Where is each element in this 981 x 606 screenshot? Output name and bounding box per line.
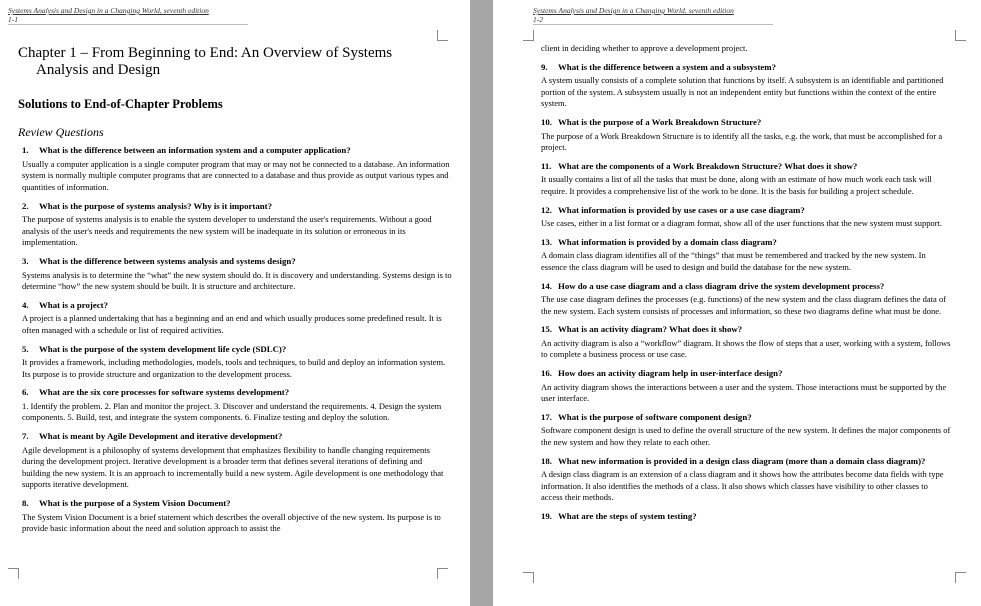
question-number: 5.: [22, 343, 29, 354]
question-number: 11.: [541, 160, 552, 171]
question-number: 15.: [541, 324, 552, 335]
question-text: What is the difference between systems analysis and systems design?: [39, 255, 296, 266]
question-text: What is meant by Agile Development and iterative development?: [39, 431, 283, 442]
question-text: What is the difference between a system and a subsystem?: [558, 61, 777, 72]
question: [541, 511, 951, 523]
answer-text: A design class diagram is an extension of a class diagram and it shows how the attributes become data fields with type information. It also identifies the methods of a class. It also shows which classes have visibility to other classes to access their methods.: [541, 469, 944, 503]
question-text: What new information is provided in a design class diagram (more than a domain class diagram)?: [558, 455, 926, 466]
question-text: How does an activity diagram help in user-interface design?: [558, 368, 783, 379]
answer-text: Usually a computer application is a single computer program that may or may not be connected to a database. An information system is normally multiple computer programs that are connected to a database and thus provide as output various types and quantities of information.: [22, 158, 450, 192]
question-text: How do a use case diagram and a class diagram drive the system development process?: [558, 280, 885, 291]
question: [22, 431, 452, 443]
question-number: 14.: [541, 280, 552, 291]
answer-text: Use cases, either in a list format or a diagram format, show all of the user functions that the new system must support.: [541, 218, 943, 229]
question-number: 9.: [541, 61, 548, 72]
answer-text: Systems analysis is to determine the “what” the new system should do. It is discovery and understanding. Systems design is to determine “how” the new system should be built. It is structure and architecture.: [22, 269, 452, 292]
question: [22, 300, 452, 312]
document-page-2: [493, 0, 981, 606]
question-text: What is the purpose of systems analysis? Why is it important?: [39, 200, 272, 211]
question: [541, 368, 951, 380]
answer-text: A system usually consists of a complete solution that functions by itself. A subsystem is an identifiable and partitioned portion of the system. A subsystem usually is not an independent entity but functions within the context of the entire system.: [541, 75, 944, 109]
answer-text: An activity diagram is also a “workflow” diagram. It shows the flow of steps that a user, working with a system, follows to complete a business process or use case.: [541, 337, 951, 360]
crop-mark: [437, 568, 448, 579]
answer-text: The use case diagram defines the processes (e.g. functions) of the new system and the class diagram defines the data of the new system. Each system consists of processes and information, so these two diagrams define what must be done.: [541, 294, 947, 316]
question-text: What are the components of a Work Breakdown Structure? What does it show?: [558, 160, 858, 171]
answer-text: Software component design is used to define the overall structure of the new system. It defines the major components of the new system and how they relate to each other.: [541, 425, 951, 448]
question: [22, 387, 452, 399]
question-number: 12.: [541, 204, 552, 215]
document-page-1: [0, 0, 470, 606]
page-header: [8, 6, 248, 25]
question: [541, 281, 951, 293]
question-list: [541, 62, 951, 523]
question-text: What is the difference between an information system and a computer application?: [39, 145, 351, 156]
question: [541, 456, 951, 468]
page-body: [18, 40, 452, 535]
question: [22, 498, 452, 510]
question-text: What is the purpose of the system development life cycle (SDLC)?: [39, 343, 287, 354]
crop-mark: [955, 572, 966, 583]
question-number: 7.: [22, 431, 29, 442]
book-title: Systems Analysis and Design in a Changing World, seventh edition: [8, 6, 209, 15]
question-number: 17.: [541, 411, 552, 422]
answer-text: The purpose of a Work Breakdown Structure is to identify all the tasks, e.g. the work, that must be accomplished for a project.: [541, 130, 943, 153]
question-text: What are the steps of system testing?: [558, 511, 697, 521]
question-text: What is the purpose of a System Vision Document?: [39, 498, 231, 509]
answer-text: 1. Identify the problem. 2. Plan and monitor the project. 3. Discover and understand the requirements. 4. Design the system components. 5. Build, test, and integrate the system components. 6. Finalize testing and deploy the solution.: [22, 400, 442, 423]
solutions-heading: Solutions to End-of-Chapter Problems: [18, 97, 223, 111]
question-number: 13.: [541, 236, 552, 247]
question: [541, 237, 951, 249]
page-body: [541, 43, 951, 525]
question-text: What is the purpose of software component design?: [558, 411, 752, 422]
answer-text: Agile development is a philosophy of systems development that emphasizes flexibility to handle changing requirements during the development project. Iterative development is a broader term that defines several iterations of defining and building the new system. It is an approach to incrementally build a new system. Agile development is one methodology that supports iterative development.: [22, 444, 444, 490]
chapter-title-line1: Chapter 1 – From Beginning to End: An Overview of Systems: [18, 45, 393, 61]
crop-mark: [523, 30, 534, 41]
book-title: Systems Analysis and Design in a Changing World, seventh edition: [533, 6, 734, 15]
question: [541, 205, 951, 217]
question-text: What are the six core processes for software systems development?: [39, 387, 290, 398]
page-number: 1-2: [533, 15, 773, 25]
page-header: [533, 6, 773, 25]
crop-mark: [8, 568, 19, 579]
answer-text: The purpose of systems analysis is to enable the system developer to understand the user's requirements. Without a good analysis of the user's needs and requirements the new system will be inadequate in its solution or erroneous in its implementation.: [22, 214, 432, 248]
question-number: 3.: [22, 255, 29, 266]
chapter-title: [18, 45, 452, 79]
question-text: What information is provided by a domain class diagram?: [558, 236, 777, 247]
question: [22, 201, 452, 213]
question: [541, 324, 951, 336]
crop-mark: [523, 572, 534, 583]
question-number: 4.: [22, 299, 29, 310]
question-number: 2.: [22, 200, 29, 211]
question-number: 6.: [22, 387, 29, 398]
chapter-title-line2: Analysis and Design: [36, 62, 161, 78]
review-heading: Review Questions: [18, 124, 104, 139]
question-number: 19.: [541, 511, 552, 521]
crop-mark: [955, 30, 966, 41]
question-number: 10.: [541, 116, 552, 127]
continued-paragraph: client in deciding whether to approve a development project.: [541, 43, 748, 53]
question-text: What is a project?: [39, 299, 108, 310]
question-number: 18.: [541, 455, 552, 466]
question: [541, 161, 951, 173]
question: [22, 256, 452, 268]
page-number: 1-1: [8, 15, 248, 25]
question-text: What is an activity diagram? What does it show?: [558, 324, 743, 335]
question-number: 8.: [22, 498, 29, 509]
answer-text: A project is a planned undertaking that has a beginning and an end and which usually produces some predefined result. It is often managed with a schedule or list of required activities.: [22, 313, 442, 335]
question: [541, 62, 951, 74]
question-list: [22, 145, 452, 535]
answer-text: The System Vision Document is a brief statement which describes the overall objective of the new system. Its purpose is to provide basic information about the need and solution approach to assist the: [22, 511, 441, 534]
answer-text: An activity diagram shows the interactions between a user and the system. Those interactions must be supported by the user interface.: [541, 381, 947, 404]
question-number: 1.: [22, 145, 29, 156]
question: [22, 145, 452, 157]
question-text: What is the purpose of a Work Breakdown Structure?: [558, 116, 762, 127]
question: [22, 344, 452, 356]
question-text: What information is provided by use cases or a use case diagram?: [558, 204, 805, 215]
question: [541, 117, 951, 129]
question: [541, 412, 951, 424]
question-number: 16.: [541, 368, 552, 379]
answer-text: It provides a framework, including methodologies, models, tools and techniques, to build and deploy an information system. Its purpose is to provide structure and organization to the development process.: [22, 357, 446, 379]
answer-text: It usually contains a list of all the tasks that must be done, along with an estimate of how much work each task will require. It provides a comprehensive list of the work to be done. It is the basis for building a project schedule.: [541, 174, 932, 196]
answer-text: A domain class diagram identifies all of the “things” that must be remembered and tracked by the new system. In essence the class diagram will be used to design and build the database for the new system.: [541, 250, 926, 272]
